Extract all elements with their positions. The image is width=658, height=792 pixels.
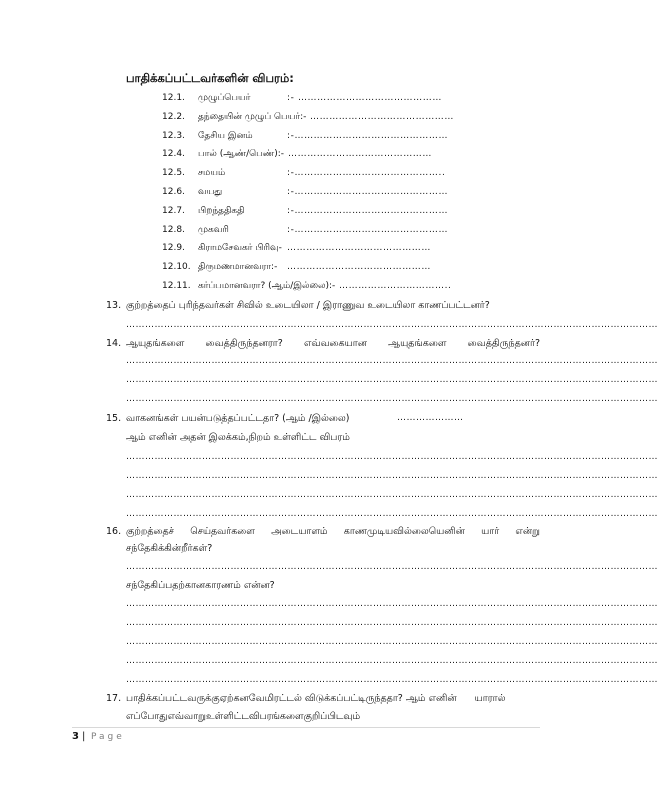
field-label: வயது	[198, 187, 223, 197]
footer-divider	[72, 727, 540, 728]
field-value-dots[interactable]: ………………………………………	[287, 243, 431, 254]
field-value-dots[interactable]: :-………………………………………..	[287, 168, 446, 179]
field-number: 12.7.	[162, 205, 185, 216]
field-label: முகவரி	[198, 224, 229, 235]
field-number: 12.11.	[162, 281, 191, 291]
question-14-answer-line-3[interactable]: ……………………………………………………………………………………………………………………………………………………	[126, 394, 658, 404]
field-value-dots[interactable]: :- ………………………………………	[287, 93, 442, 103]
question-14-number: 14.	[106, 338, 122, 349]
field-label: பிறந்ததிகதி	[198, 205, 245, 216]
question-16-text-line-2: சந்தேகிக்கின்றீர்கள்?	[126, 543, 213, 554]
field-label: தேசிய இனம்	[198, 130, 253, 141]
question-16-answer-line-6[interactable]: ……………………………………………………………………………………………………………………………………………………	[126, 675, 658, 685]
field-number: 12.1.	[162, 93, 185, 103]
field-number: 12.6.	[162, 187, 185, 197]
question-15-answer-line-3[interactable]: ……………………………………………………………………………………………………………………………………………………	[126, 490, 658, 500]
field-value-dots[interactable]: ………………………………………	[288, 149, 432, 160]
question-14-answer-line-1[interactable]: ……………………………………………………………………………………………………………………………………………………	[126, 356, 658, 366]
question-15-text: வாகனங்கள் பயன்படுத்தப்பட்டதா? (ஆம் /இல்லை)	[126, 413, 350, 424]
field-label: திருமணமானவரா:-	[198, 262, 278, 273]
question-17-text-line-1: பாதிக்கப்பட்டவருக்குஏற்கனவேமிரட்டல் விடுக்கப்பட்டிருந்ததா? ஆம் எனின் யாரால்	[126, 693, 506, 704]
field-value-dots[interactable]: :-…………………………………………	[287, 130, 449, 141]
field-number: 12.4.	[162, 149, 185, 160]
field-value-dots[interactable]: ………………………………………	[310, 111, 454, 122]
question-16-number: 16.	[106, 526, 122, 537]
field-number: 12.8.	[162, 224, 185, 235]
question-13-answer-line[interactable]: ……………………………………………………………………………………………………………………………………………………	[126, 320, 658, 330]
field-number: 12.10.	[162, 262, 191, 273]
question-13-number: 13.	[106, 300, 122, 311]
question-13-text: குற்றத்தைப் புரிந்தவர்கள் சிவில் உடையிலா / இராணுவ உடையிலா காணப்பட்டனர்?	[126, 300, 490, 311]
question-16-subtext: சந்தேகிப்பதற்கானகாரணம் என்ன?	[126, 580, 275, 591]
footer-page-number: 3	[72, 731, 79, 742]
question-15-answer-dots[interactable]: …………………	[397, 413, 464, 423]
field-value-dots[interactable]: ……………………………..	[339, 281, 452, 291]
field-label: தந்தையின் முழுப் பெயர்:-	[198, 111, 307, 122]
field-label: கிராமசேவகர் பிரிவு-	[198, 243, 282, 254]
question-15-answer-line-1[interactable]: ……………………………………………………………………………………………………………………………………………………	[126, 452, 658, 462]
question-16-answer-line-5[interactable]: ……………………………………………………………………………………………………………………………………………………	[126, 656, 658, 666]
question-15-subtext: ஆம் எனின் அதன் இலக்கம்,நிறம் உள்ளிட்ட விபரம்	[126, 432, 350, 443]
field-value-dots[interactable]: :-…………………………………………	[287, 205, 449, 216]
field-value-dots[interactable]: :-…………………………………………	[287, 224, 449, 235]
question-14-answer-line-2[interactable]: ……………………………………………………………………………………………………………………………………………………	[126, 375, 658, 385]
footer-separator: |	[82, 731, 86, 742]
field-value-dots[interactable]: ………………………………………	[287, 262, 431, 273]
field-number: 12.9.	[162, 243, 185, 254]
question-16-answer-line-4[interactable]: ……………………………………………………………………………………………………………………………………………………	[126, 637, 658, 647]
question-16-answer-line-2[interactable]: ……………………………………………………………………………………………………………………………………………………	[126, 599, 658, 609]
question-15-answer-line-2[interactable]: ……………………………………………………………………………………………………………………………………………………	[126, 471, 658, 481]
field-number: 12.5.	[162, 168, 185, 179]
field-number: 12.3.	[162, 130, 185, 141]
footer-page-label: Page	[91, 732, 125, 742]
question-16-answer-line-1[interactable]: ……………………………………………………………………………………………………………………………………………………	[126, 562, 658, 572]
field-number: 12.2.	[162, 111, 185, 122]
question-17-text-line-2: எப்போதுஎவ்வாறுஉள்ளிட்டவிபரங்களைகுறிப்பிடவும்	[126, 711, 361, 722]
question-14-text: ஆயுதங்களை வைத்திருந்தனரா? எவ்வகையான ஆயுதங்களை வைத்திருந்தனர்?	[126, 338, 540, 349]
question-17-number: 17.	[106, 693, 122, 704]
field-label: முழுப்பெயர்	[198, 93, 251, 103]
field-label: கர்ப்பமானவரா? (ஆம்/இல்லை):-	[198, 281, 336, 291]
question-15-answer-line-4[interactable]: ……………………………………………………………………………………………………………………………………………………	[126, 509, 658, 519]
question-16-text-line-1: குற்றத்தைச் செய்தவர்களை அடையாளம் காணமுடியவில்லையெனின் யார் என்று	[126, 526, 540, 537]
field-label: பால் (ஆண்/பெண்):-	[198, 149, 285, 160]
field-label: சமயம்	[198, 168, 226, 179]
victim-details-heading: பாதிக்கப்பட்டவர்களின் விபரம்:	[126, 71, 294, 85]
field-value-dots[interactable]: :-…………………………………………	[287, 187, 449, 197]
question-15-number: 15.	[106, 413, 122, 424]
question-16-answer-line-3[interactable]: ……………………………………………………………………………………………………………………………………………………	[126, 618, 658, 628]
